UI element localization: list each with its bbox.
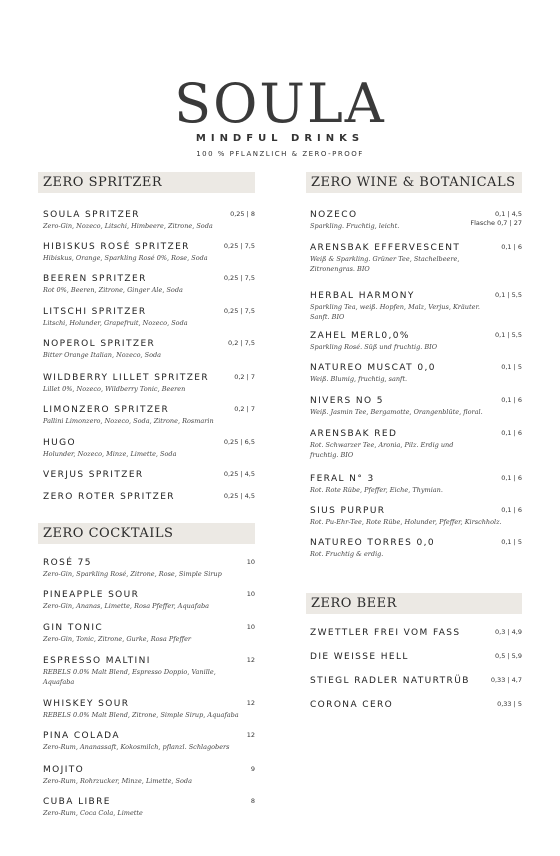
menu-item bbox=[310, 473, 522, 495]
menu-item bbox=[43, 437, 255, 459]
item-name: CORONA CERO bbox=[310, 700, 394, 710]
item-description: Rot. Rote Rübe, Pfeffer, Eiche, Thymian. bbox=[310, 486, 443, 494]
item-name: CUBA LIBRE bbox=[43, 797, 111, 807]
item-price: 0,2 | 7 bbox=[234, 405, 255, 413]
item-price: 0,2 | 7 bbox=[234, 373, 255, 381]
item-description: REBELS 0.0% Malt Blend, Zitrone, Simple Sirup, Aquafaba bbox=[43, 711, 239, 719]
menu-item bbox=[310, 505, 522, 527]
item-price: 0,25 | 6,5 bbox=[223, 438, 255, 446]
item-description: Zero-Rum, Coca Cola, Limette bbox=[43, 809, 143, 817]
menu-item bbox=[310, 428, 522, 460]
item-description: Zero-Rum, Ananassaft, Kokosmilch, pflanzl. Schlagobers bbox=[43, 743, 230, 751]
item-description: REBELS 0.0% Malt Blend, Espresso Doppio, Vanille, Aquafaba bbox=[43, 668, 216, 686]
item-description: Holunder, Nozeco, Minze, Limette, Soda bbox=[43, 450, 177, 458]
menu-item bbox=[43, 730, 255, 752]
item-price: 0,25 | 7,5 bbox=[223, 242, 255, 250]
item-price-bottle: Flasche 0,7 | 27 bbox=[470, 219, 522, 227]
item-description: Sparkling Tea, weiß. Hopfen, Malz, Verjus, Kräuter. Sanft. BIO bbox=[310, 303, 480, 321]
item-name: ARENSBAK RED bbox=[310, 429, 398, 439]
item-description: Bitter Orange Italian, Nozeco, Soda bbox=[43, 351, 162, 359]
item-price: 10 bbox=[246, 558, 255, 566]
item-name: NATUREO TORRES 0,0 bbox=[310, 538, 436, 548]
menu-item bbox=[43, 655, 255, 687]
section-title: ZERO BEER bbox=[311, 596, 397, 611]
menu-item bbox=[43, 622, 255, 644]
menu-item bbox=[310, 242, 522, 274]
item-price: 0,33 | 5 bbox=[497, 700, 522, 708]
section-header-wine bbox=[306, 172, 522, 193]
menu-item bbox=[310, 675, 522, 687]
menu-item bbox=[43, 764, 255, 786]
menu-item bbox=[310, 537, 522, 559]
item-price: 0,1 | 6 bbox=[501, 243, 522, 251]
item-price: 10 bbox=[246, 623, 255, 631]
item-description: Sparkling Rosé. Süß und fruchtig. BIO bbox=[310, 343, 438, 351]
item-price: 0,1 | 5 bbox=[501, 538, 522, 546]
item-name: ZWETTLER FREI VOM FASS bbox=[310, 628, 461, 638]
item-description: Zero-Gin, Ananas, Limette, Rosa Pfeffer, Aquafaba bbox=[43, 602, 209, 610]
menu-item bbox=[43, 491, 255, 503]
menu-item bbox=[310, 209, 522, 231]
menu-item bbox=[43, 589, 255, 611]
item-price: 0,25 | 8 bbox=[230, 210, 255, 218]
item-name: LIMONZERO SPRITZER bbox=[43, 405, 170, 415]
menu-item bbox=[310, 330, 522, 352]
item-description: Zero-Rum, Rohrzucker, Minze, Limette, Soda bbox=[43, 777, 192, 785]
menu-item bbox=[43, 469, 255, 481]
section-header-spritzer bbox=[38, 172, 255, 193]
item-name: SOULA SPRITZER bbox=[43, 210, 140, 220]
item-price: 0,25 | 4,5 bbox=[223, 492, 255, 500]
item-name: PINEAPPLE SOUR bbox=[43, 590, 140, 600]
item-name: GIN TONIC bbox=[43, 623, 104, 633]
brand-tagline: MINDFUL DRINKS bbox=[195, 133, 365, 144]
menu-item bbox=[310, 395, 522, 417]
menu-item bbox=[310, 651, 522, 663]
menu-item bbox=[43, 209, 255, 231]
menu-item bbox=[310, 362, 522, 384]
item-price: 0,1 | 5 bbox=[501, 363, 522, 371]
brand-logo: SOULA bbox=[174, 72, 386, 135]
section-title: ZERO SPRITZER bbox=[43, 175, 163, 190]
menu-item bbox=[43, 306, 255, 328]
section-title: ZERO COCKTAILS bbox=[43, 526, 174, 541]
section-header-cocktails bbox=[38, 523, 255, 544]
item-price: 0,1 | 5,5 bbox=[495, 331, 522, 339]
item-description: Zero-Gin, Tonic, Zitrone, Gurke, Rosa Pfeffer bbox=[43, 635, 192, 643]
item-name: NOZECO bbox=[310, 210, 358, 220]
item-price: 0,33 | 4,7 bbox=[490, 676, 522, 684]
item-description: Weiß. Blumig, fruchtig, sanft. bbox=[310, 375, 408, 383]
item-price: 0,1 | 6 bbox=[501, 474, 522, 482]
item-name: ARENSBAK EFFERVESCENT bbox=[310, 243, 461, 253]
menu-item bbox=[310, 699, 522, 711]
item-name: DIE WEISSE HELL bbox=[310, 652, 409, 662]
item-name: ROSÉ 75 bbox=[43, 558, 92, 568]
item-price: 0,25 | 4,5 bbox=[223, 470, 255, 478]
item-name: ESPRESSO MALTINI bbox=[43, 656, 151, 666]
item-price: 0,1 | 6 bbox=[501, 429, 522, 437]
item-description: Weiß. Jasmin Tee, Bergamotte, Orangenblüte, floral. bbox=[310, 408, 483, 416]
item-description: Sparkling. Fruchtig, leicht. bbox=[310, 222, 400, 230]
menu-item bbox=[310, 290, 522, 322]
item-price: 9 bbox=[250, 765, 255, 773]
item-description: Lillet 0%, Nozeco, Wildberry Tonic, Beeren bbox=[43, 385, 186, 393]
item-name: WHISKEY SOUR bbox=[43, 699, 130, 709]
item-price: 12 bbox=[246, 656, 255, 664]
menu-item bbox=[43, 241, 255, 263]
item-price: 0,1 | 4,5 bbox=[495, 210, 522, 218]
item-description: Weiß & Sparkling. Grüner Tee, Stachelbeere, Zitronengras. BIO bbox=[310, 255, 460, 273]
item-description: Rot. Schwarzer Tee, Aronia, Pilz. Erdig und fruchtig. BIO bbox=[310, 441, 454, 459]
menu-item bbox=[43, 404, 255, 426]
menu-item bbox=[310, 627, 522, 639]
item-name: NATUREO MUSCAT 0,0 bbox=[310, 363, 436, 373]
item-name: HERBAL HARMONY bbox=[310, 291, 415, 301]
section-title: ZERO WINE & BOTANICALS bbox=[311, 175, 516, 190]
item-price: 12 bbox=[246, 699, 255, 707]
item-price: 0,1 | 6 bbox=[501, 396, 522, 404]
item-name: NOPEROL SPRITZER bbox=[43, 339, 156, 349]
section-header-beer bbox=[306, 593, 522, 614]
item-description: Zero-Gin, Sparkling Rosé, Zitrone, Rose, Simple Sirup bbox=[43, 570, 222, 578]
item-name: VERJUS SPRITZER bbox=[43, 470, 144, 480]
item-name: NIVERS NO 5 bbox=[310, 396, 384, 406]
item-price: 10 bbox=[246, 590, 255, 598]
item-price: 0,25 | 7,5 bbox=[223, 274, 255, 282]
brand-subline: 100 % PFLANZLICH & ZERO-PROOF bbox=[196, 150, 364, 158]
menu-item bbox=[43, 273, 255, 295]
item-price: 0,25 | 7,5 bbox=[223, 307, 255, 315]
item-price: 0,3 | 4,9 bbox=[495, 628, 522, 636]
item-name: PINA COLADA bbox=[43, 731, 120, 741]
item-name: MOJITO bbox=[43, 765, 85, 775]
item-price: 0,2 | 7,5 bbox=[228, 339, 255, 347]
item-name: ZAHEL MERL0,0% bbox=[310, 331, 410, 341]
menu-item bbox=[43, 557, 255, 579]
item-price: 8 bbox=[250, 797, 255, 805]
item-name: HUGO bbox=[43, 438, 77, 448]
item-description: Rot 0%, Beeren, Zitrone, Ginger Ale, Soda bbox=[43, 286, 183, 294]
item-name: HIBISKUS ROSÉ SPRITZER bbox=[43, 242, 190, 252]
item-price: 0,5 | 5,9 bbox=[495, 652, 522, 660]
item-name: ZERO ROTER SPRITZER bbox=[43, 492, 175, 502]
item-price: 0,1 | 6 bbox=[501, 506, 522, 514]
item-description: Rot. Fruchtig & erdig. bbox=[310, 550, 384, 558]
item-description: Pallini Limonzero, Nozeco, Soda, Zitrone, Rosmarin bbox=[43, 417, 214, 425]
menu-item bbox=[43, 698, 255, 720]
item-price: 0,1 | 5,5 bbox=[495, 291, 522, 299]
item-description: Hibiskus, Orange, Sparkling Rosé 0%, Rose, Soda bbox=[43, 254, 208, 262]
item-description: Rot. Pu-Ehr-Tee, Rote Rübe, Holunder, Pfeffer, Kirschholz. bbox=[310, 518, 502, 526]
item-name: BEEREN SPRITZER bbox=[43, 274, 147, 284]
item-name: FERAL N° 3 bbox=[310, 474, 375, 484]
menu-item bbox=[43, 372, 255, 394]
item-description: Litschi, Holunder, Grapefruit, Nozeco, Soda bbox=[43, 319, 188, 327]
item-price: 12 bbox=[246, 731, 255, 739]
item-description: Zero-Gin, Nozeco, Litschi, Himbeere, Zitrone, Soda bbox=[43, 222, 213, 230]
item-name: WILDBERRY LILLET SPRITZER bbox=[43, 373, 210, 383]
menu-item bbox=[43, 338, 255, 360]
item-name: SIUS PURPUR bbox=[310, 506, 386, 516]
menu-item bbox=[43, 796, 255, 818]
item-name: STIEGL RADLER NATURTRÜB bbox=[310, 676, 470, 686]
item-name: LITSCHI SPRITZER bbox=[43, 307, 147, 317]
